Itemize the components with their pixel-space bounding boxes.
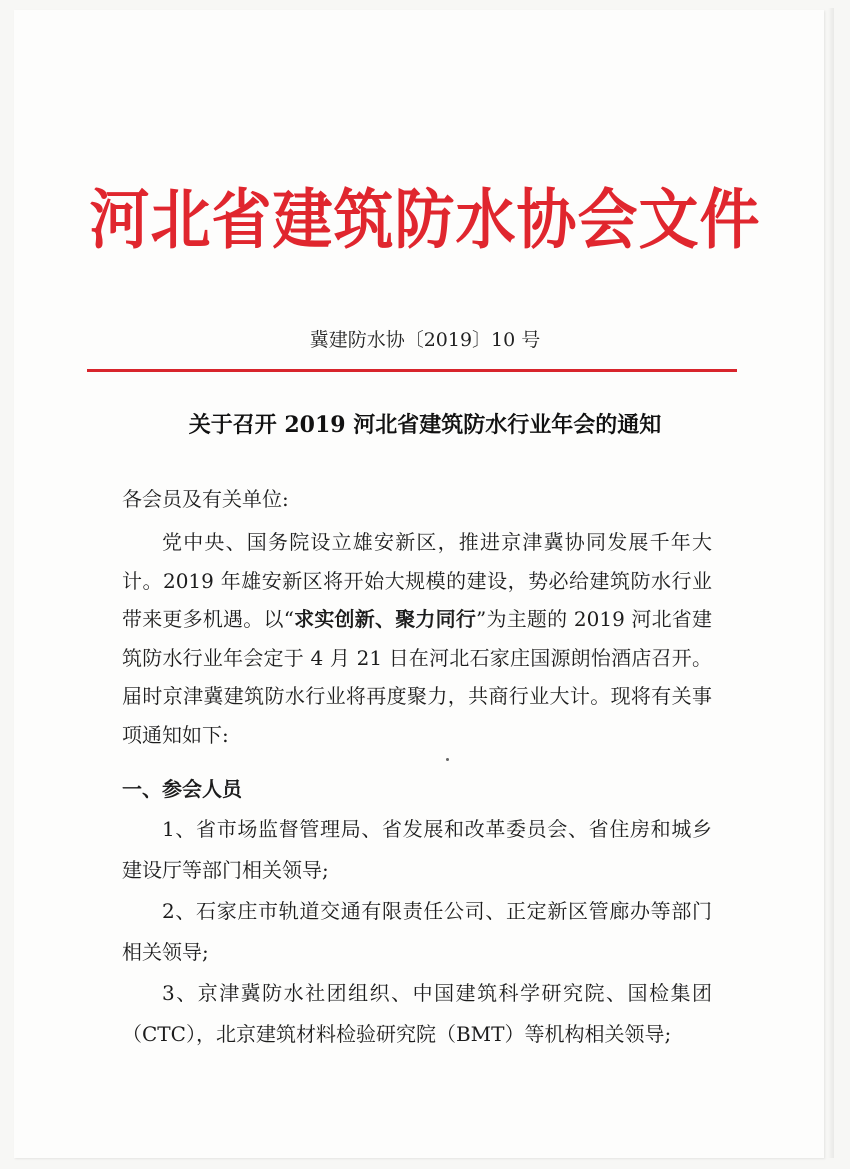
red-divider-line [87, 369, 737, 372]
scan-speck [446, 758, 449, 761]
meeting-theme: 求实创新、聚力同行 [293, 607, 477, 631]
organization-file-title: 河北省建筑防水协会文件 [89, 182, 761, 259]
attendee-item: 2、石家庄市轨道交通有限责任公司、正定新区管廊办等部门相关领导; [122, 899, 712, 964]
document-number: 冀建防水协〔2019〕10 号 [309, 329, 541, 351]
attendee-item: 1、省市场监督管理局、省发展和改革委员会、省住房和城乡建设厅等部门相关领导; [122, 817, 712, 882]
section-heading-attendees: 一、参会人员 [122, 777, 242, 801]
intro-text-part2: ”为主题的 2019 河北省建筑防水行业年会定于 4 月 21 日在河北石家庄国源朗怡酒店召开。届时京津冀建筑防水行业将再度聚力，共商行业大计。现将有关事项通知如下: [122, 607, 712, 747]
intro-paragraph [122, 523, 712, 754]
intro-text-part1: 党中央、国务院设立雄安新区，推进京津冀协同发展千年大计。2019 年雄安新区将开始大规模的建设，势必给建筑防水行业带来更多机遇。以“ [122, 530, 712, 631]
notice-title: 关于召开 2019 河北省建筑防水行业年会的通知 [188, 412, 662, 438]
attendee-item: 3、京津冀防水社团组织、中国建筑科学研究院、国检集团（CTC），北京建筑材料检验研究院（BMT）等机构相关领导; [122, 981, 712, 1046]
salutation: 各会员及有关单位: [122, 487, 289, 511]
